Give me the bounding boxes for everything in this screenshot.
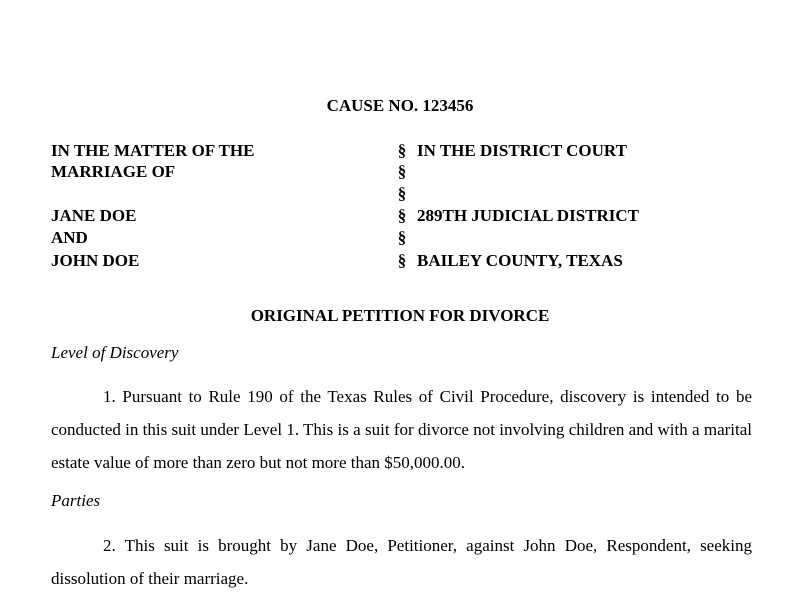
caption-row bbox=[51, 205, 751, 227]
section-symbol: § bbox=[397, 228, 407, 247]
petition-title: ORIGINAL PETITION FOR DIVORCE bbox=[250, 306, 550, 325]
caption-row bbox=[51, 183, 751, 205]
caption-party-text: JOHN DOE bbox=[51, 251, 140, 270]
section-symbol: § bbox=[397, 162, 407, 181]
caption-party-text: AND bbox=[51, 228, 88, 247]
section-symbol: § bbox=[397, 206, 407, 225]
paragraph-discovery bbox=[51, 380, 752, 479]
caption-row bbox=[51, 161, 751, 183]
caption-row bbox=[51, 250, 751, 272]
caption-court-text: BAILEY COUNTY, TEXAS bbox=[417, 251, 623, 270]
section-heading-discovery: Level of Discovery bbox=[51, 343, 179, 362]
section-heading-parties: Parties bbox=[51, 491, 101, 510]
section-symbol: § bbox=[397, 184, 407, 203]
caption-row bbox=[51, 227, 751, 249]
paragraph-parties bbox=[51, 529, 752, 595]
caption-court-text: IN THE DISTRICT COURT bbox=[417, 141, 627, 160]
section-symbol: § bbox=[397, 251, 407, 270]
cause-number: CAUSE NO. 123456 bbox=[326, 96, 474, 115]
caption-party-text: MARRIAGE OF bbox=[51, 162, 176, 181]
paragraph-text: 1. Pursuant to Rule 190 of the Texas Rules of Civil Procedure, discovery is intended to be conducted in this suit under Level 1. This is a suit for divorce not involving children and with a marital estate value of more than zero but not more than $50,000.00. bbox=[51, 387, 752, 472]
caption-party-text: IN THE MATTER OF THE bbox=[51, 141, 255, 160]
caption-court-text: 289TH JUDICIAL DISTRICT bbox=[417, 206, 639, 225]
section-symbol: § bbox=[397, 141, 407, 160]
caption-row bbox=[51, 140, 751, 162]
caption-party-text: JANE DOE bbox=[51, 206, 137, 225]
paragraph-text: 2. This suit is brought by Jane Doe, Petitioner, against John Doe, Respondent, seeking dissolution of their marriage. bbox=[51, 536, 752, 588]
